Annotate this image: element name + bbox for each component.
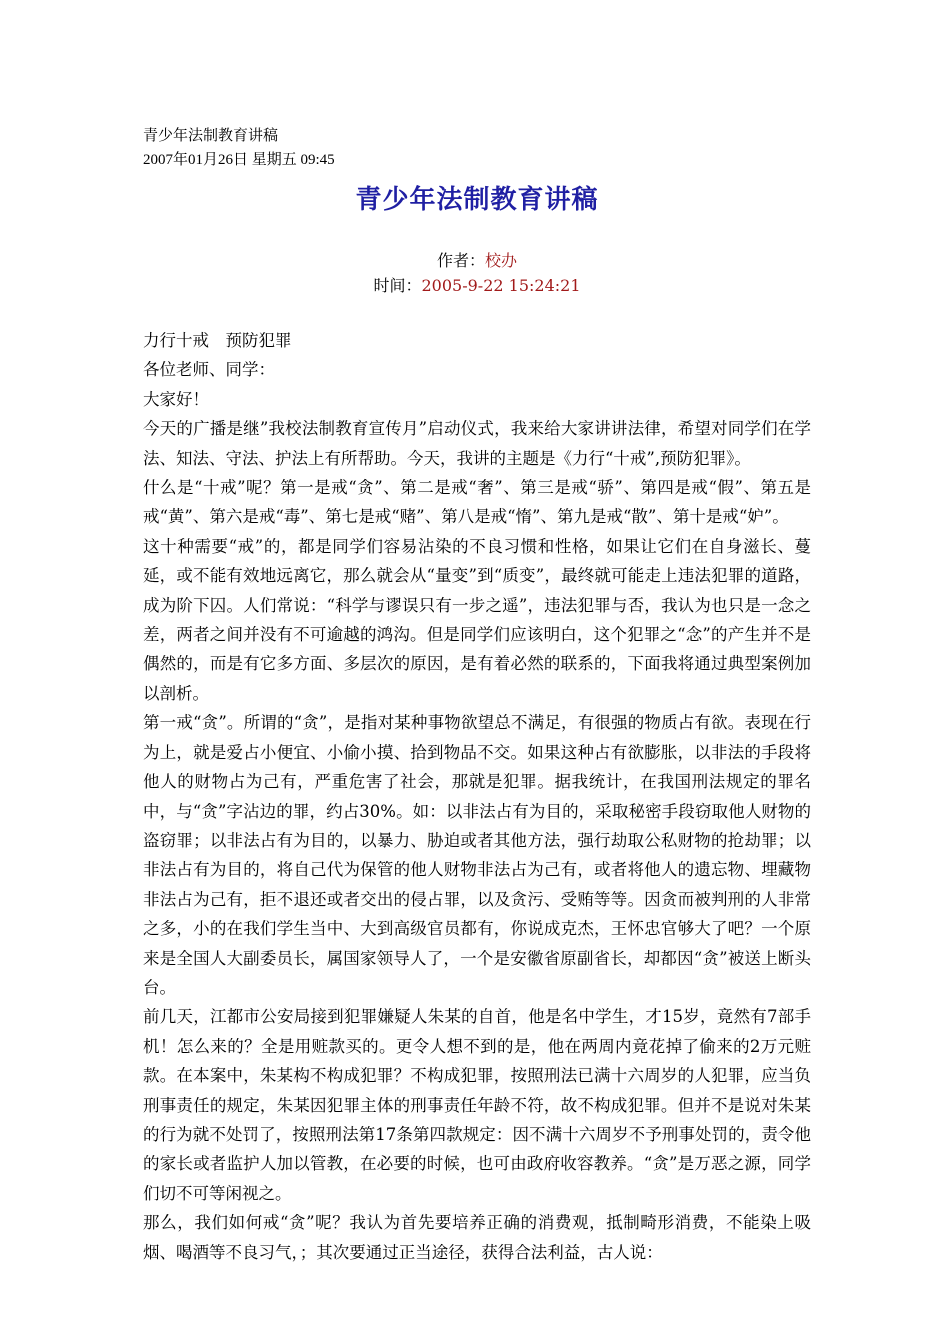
body-paragraph: 各位老师、同学： [143,360,275,380]
time-line [143,273,811,298]
time-label: 时间： [373,276,422,295]
author-line [143,248,811,273]
post-datetime: 2007年01月26日 星期五 09:45 [143,152,335,168]
body-paragraph: 前几天，江都市公安局接到犯罪嫌疑人朱某的自首，他是名中学生，才15岁，竟然有7部手机！怎么来的？全是用赃款买的。更令人想不到的是，他在两周内竟花掉了偷来的2万元赃款。在本案中，朱某构不构成犯罪？不构成犯罪，按照刑法已满十六周岁的人犯罪，应当负刑事责任的规定，朱某因犯罪主体的刑事责任年龄不符，故不构成犯罪。但并不是说对朱某的行为就不处罚了，按照刑法第17条第四款规定：因不满十六周岁不予刑事处罚的，责令他的家长或者监护人加以管教，在必要的时候，也可由政府收容教养。“贪”是万恶之源，同学们切不可等闲视之。 [143,1007,811,1203]
author-name: 校办 [485,251,518,270]
article-title: 青少年法制教育讲稿 [355,185,599,215]
body-paragraph: 力行十戒 预防犯罪 [143,331,292,350]
document-page [143,124,811,1267]
body-paragraph: 大家好！ [143,389,209,409]
body-paragraph: 第一戒“贪”。所谓的“贪”，是指对某种事物欲望总不满足，有很强的物质占有欲。表现在行为上，就是爱占小便宜、小偷小摸、拾到物品不交。如果这种占有欲膨胀，以非法的手段将他人的财物占为己有，严重危害了社会，那就是犯罪。据我统计，在我国刑法规定的罪名中，与“贪”字沾边的罪，约占30%。如：以非法占有为目的，采取秘密手段窃取他人财物的盗窃罪；以非法占有为目的，以暴力、胁迫或者其他方法，强行劫取公私财物的抢劫罪；以非法占有为目的，将自己代为保管的他人财物非法占为己有，或者将他人的遗忘物、埋藏物非法占为己有，拒不退还或者交出的侵占罪，以及贪污、受贿等等。因贪而被判刑的人非常之多，小的在我们学生当中、大到高级官员都有，你说成克杰，王怀忠官够大了吧？一个原来是全国人大副委员长，属国家领导人了，一个是安徽省原副省长，却都因“贪”被送上断头台。 [143,713,811,997]
article-meta [143,248,811,298]
author-label: 作者： [436,251,485,270]
publish-time: 2005-9-22 15:24:21 [421,276,581,295]
body-paragraph: 今天的广播是继”我校法制教育宣传月”启动仪式，我来给大家讲讲法律，希望对同学们在学法、知法、守法、护法上有所帮助。今天，我讲的主题是《力行“十戒”,预防犯罪》。 [143,419,811,468]
body-paragraph: 这十种需要“戒”的，都是同学们容易沾染的不良习惯和性格，如果让它们在自身滋长、蔓延，或不能有效地远离它，那么就会从“量变”到“质变”，最终就可能走上违法犯罪的道路，成为阶下囚。人们常说：“科学与谬误只有一步之遥”，违法犯罪与否，我认为也只是一念之差，两者之间并没有不可逾越的鸿沟。但是同学们应该明白，这个犯罪之“念”的产生并不是偶然的，而是有它多方面、多层次的原因，是有着必然的联系的，下面我将通过典型案例加以剖析。 [143,536,811,703]
body-paragraph: 什么是“十戒”呢？第一是戒“贪”、第二是戒“奢”、第三是戒“骄”、第四是戒“假”、第五是戒“黄”、第六是戒“毒”、第七是戒“赌”、第八是戒“惰”、第九是戒“散”、第十是戒“妒”。 [143,478,811,527]
article-body [143,326,811,1267]
body-paragraph: 那么，我们如何戒“贪”呢？我认为首先要培养正确的消费观，抵制畸形消费，不能染上吸烟、喝酒等不良习气，；其次要通过正当途径，获得合法利益，古人说： [143,1213,811,1262]
blog-title: 青少年法制教育讲稿 [143,128,279,144]
